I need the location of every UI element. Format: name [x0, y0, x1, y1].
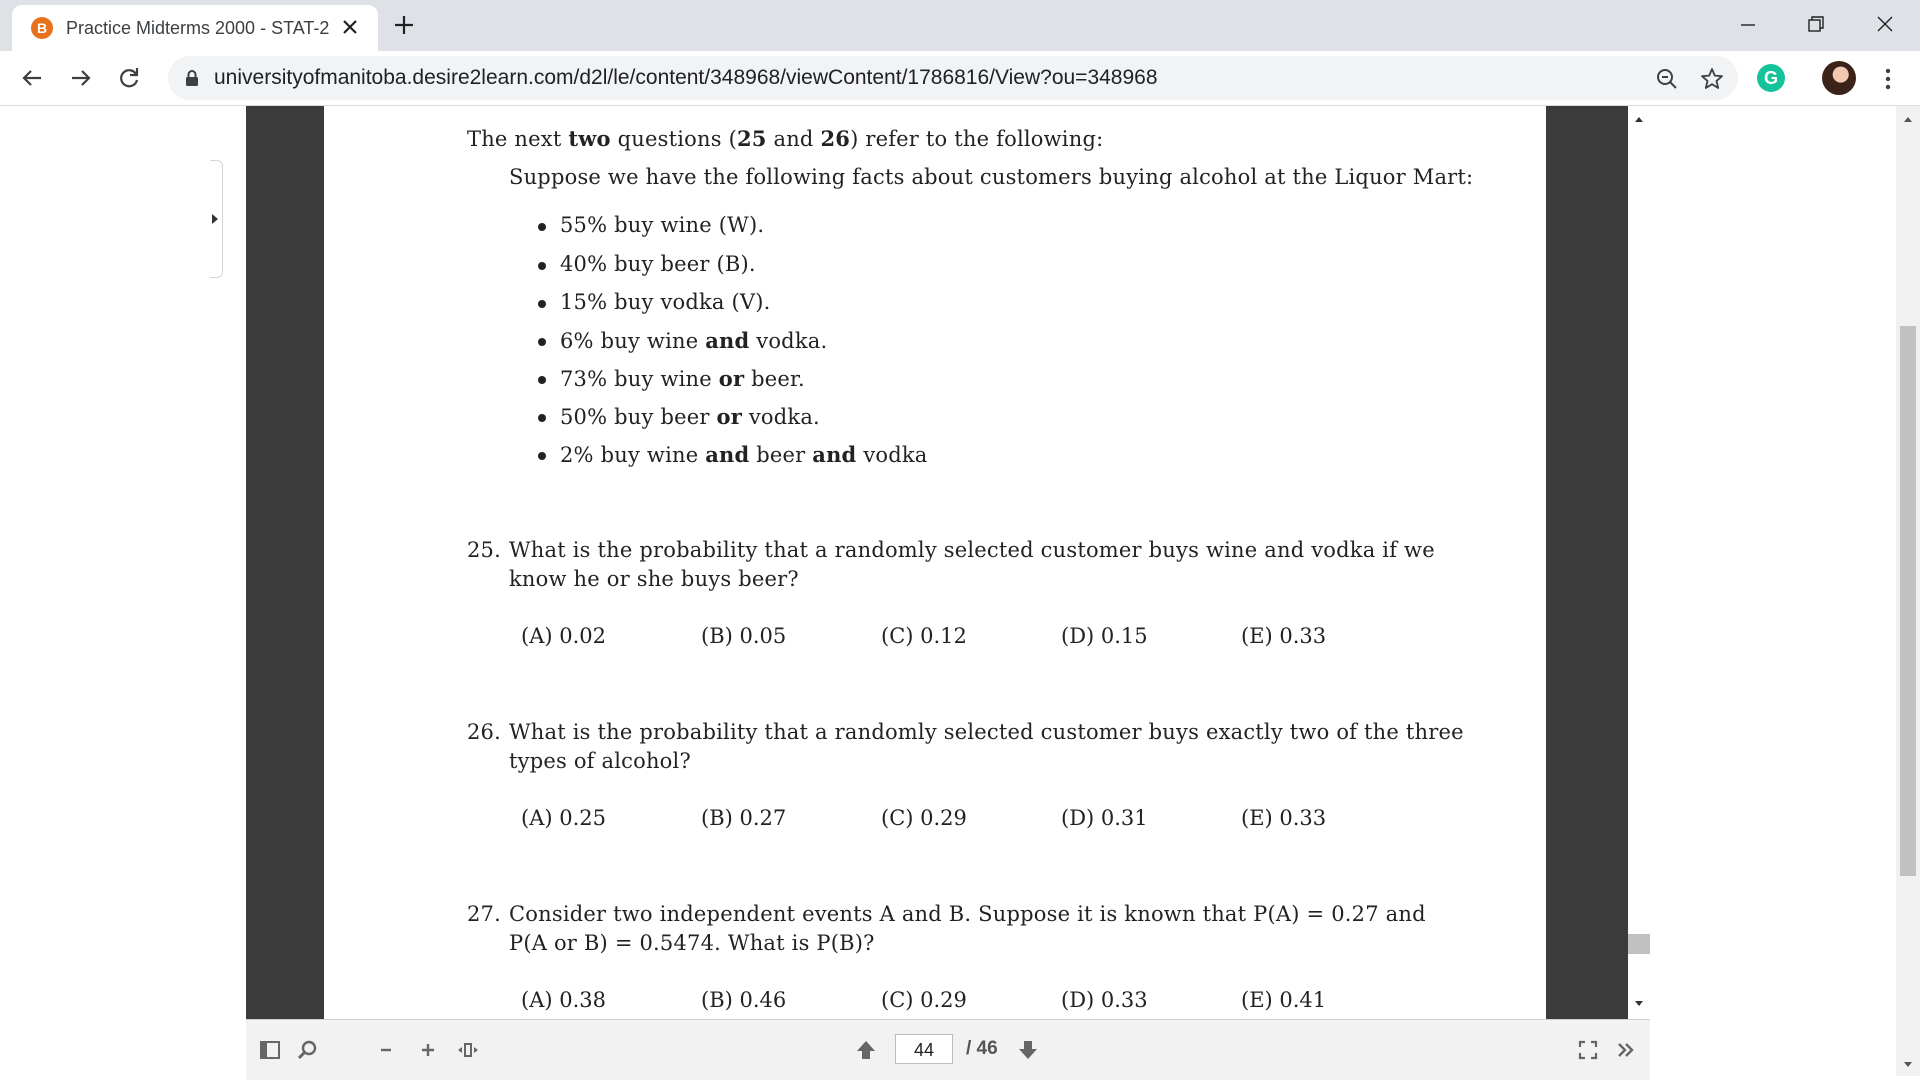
- d2l-favicon-icon: B: [31, 17, 53, 39]
- page-scroll-down-icon[interactable]: [1896, 1054, 1920, 1074]
- new-tab-icon[interactable]: [390, 11, 418, 39]
- bullet-icon: [538, 414, 546, 422]
- bullet-icon: [538, 262, 546, 270]
- previous-page-arrow-icon[interactable]: [854, 1038, 878, 1062]
- bullet-icon: [538, 300, 546, 308]
- question-text: types of alcohol?: [509, 749, 691, 773]
- scroll-up-icon[interactable]: [1628, 110, 1650, 130]
- list-item: 73% buy wine or beer.: [560, 366, 805, 391]
- fullscreen-icon[interactable]: [1576, 1038, 1600, 1062]
- fit-width-icon[interactable]: [456, 1038, 480, 1062]
- page-scrollbar[interactable]: [1896, 106, 1920, 1076]
- answer-option: (D) 0.15: [1061, 624, 1148, 648]
- answer-option: (A) 0.38: [521, 988, 606, 1012]
- address-bar[interactable]: [168, 56, 1738, 100]
- pdf-viewer-toolbar: [246, 1019, 1650, 1080]
- bullet-icon: [538, 338, 546, 346]
- browser-tab[interactable]: [12, 5, 378, 51]
- zoom-out-icon[interactable]: [374, 1038, 398, 1062]
- grammarly-extension-icon[interactable]: G: [1757, 64, 1785, 92]
- answer-option: (B) 0.46: [701, 988, 787, 1012]
- list-item: 15% buy vodka (V).: [560, 290, 771, 314]
- page-scroll-up-icon[interactable]: [1896, 110, 1920, 130]
- close-window-icon[interactable]: [1870, 9, 1900, 39]
- profile-avatar[interactable]: [1822, 61, 1856, 95]
- page-total: / 46: [966, 1038, 998, 1059]
- question-text: P(A or B) = 0.5474. What is P(B)?: [509, 931, 875, 955]
- list-item: 6% buy wine and vodka.: [560, 328, 828, 353]
- close-tab-icon[interactable]: [338, 15, 362, 39]
- question-text: Consider two independent events A and B. Suppose it is known that P(A) = 0.27 and: [509, 902, 1426, 926]
- sidebar-toggle-icon[interactable]: [258, 1038, 282, 1062]
- list-item: 55% buy wine (W).: [560, 213, 765, 237]
- minimize-icon[interactable]: [1733, 9, 1763, 39]
- zoom-icon[interactable]: [1654, 66, 1680, 92]
- page-number-input[interactable]: 44: [895, 1034, 953, 1064]
- tab-title: Practice Midterms 2000 - STAT-2: [66, 18, 330, 38]
- answer-option: (E) 0.33: [1241, 806, 1327, 830]
- answer-option: (B) 0.27: [701, 806, 787, 830]
- bullet-icon: [538, 452, 546, 460]
- question-number: 26.: [467, 720, 501, 744]
- intro-line: The next two questions (25 and 26) refer to the following:: [467, 126, 1104, 151]
- answer-option: (D) 0.31: [1061, 806, 1148, 830]
- forward-arrow-icon[interactable]: [66, 63, 96, 93]
- bullet-icon: [538, 376, 546, 384]
- answer-option: (A) 0.02: [521, 624, 606, 648]
- next-page-arrow-icon[interactable]: [1016, 1038, 1040, 1062]
- browser-toolbar: [0, 51, 1920, 106]
- viewer-scrollbar[interactable]: [1628, 106, 1650, 1019]
- tab-strip: [0, 0, 1920, 51]
- question-text: know he or she buys beer?: [509, 567, 799, 591]
- scroll-down-icon[interactable]: [1628, 993, 1650, 1013]
- answer-option: (A) 0.25: [521, 806, 606, 830]
- setup-text: Suppose we have the following facts about customers buying alcohol at the Liquor Mart:: [509, 165, 1474, 189]
- viewer-scroll-thumb[interactable]: [1628, 934, 1650, 954]
- answer-option: (C) 0.29: [881, 988, 967, 1012]
- search-icon[interactable]: [296, 1038, 320, 1062]
- question-text: What is the probability that a randomly selected customer buys wine and vodka if we: [509, 538, 1435, 562]
- pdf-page: [324, 106, 1546, 1019]
- page-scroll-thumb[interactable]: [1900, 326, 1916, 876]
- bookmark-star-icon[interactable]: [1699, 66, 1725, 92]
- kebab-menu-icon[interactable]: [1874, 65, 1902, 93]
- side-panel-toggle[interactable]: [210, 160, 223, 278]
- answer-option: (E) 0.33: [1241, 624, 1327, 648]
- list-item: 2% buy wine and beer and vodka: [560, 442, 928, 467]
- lock-icon[interactable]: [182, 68, 202, 88]
- reload-icon[interactable]: [114, 63, 144, 93]
- zoom-in-icon[interactable]: [416, 1038, 440, 1062]
- answer-option: (D) 0.33: [1061, 988, 1148, 1012]
- answer-option: (B) 0.05: [701, 624, 787, 648]
- list-item: 50% buy beer or vodka.: [560, 404, 820, 429]
- back-arrow-icon[interactable]: [17, 63, 47, 93]
- question-number: 27.: [467, 902, 501, 926]
- answer-option: (E) 0.41: [1241, 988, 1327, 1012]
- list-item: 40% buy beer (B).: [560, 252, 756, 276]
- more-tools-chevron-icon[interactable]: [1614, 1038, 1638, 1062]
- bullet-icon: [538, 223, 546, 231]
- answer-option: (C) 0.12: [881, 624, 967, 648]
- question-number: 25.: [467, 538, 501, 562]
- answer-option: (C) 0.29: [881, 806, 967, 830]
- restore-icon[interactable]: [1800, 9, 1830, 39]
- question-text: What is the probability that a randomly selected customer buys exactly two of the three: [509, 720, 1464, 744]
- url-text: universityofmanitoba.desire2learn.com/d2l/le/content/348968/viewContent/1786816/View?ou=348968: [214, 66, 1158, 89]
